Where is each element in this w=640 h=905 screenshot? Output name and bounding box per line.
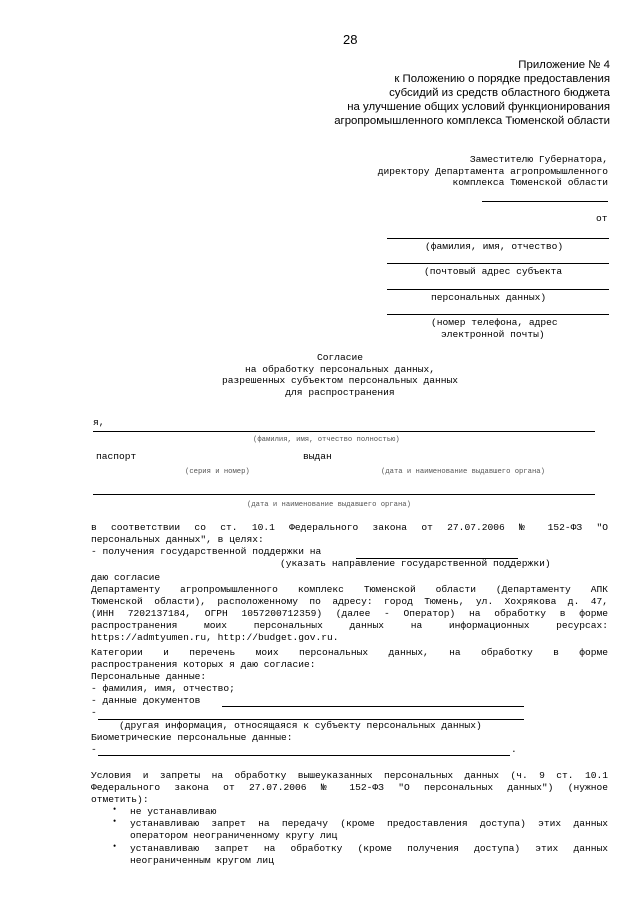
body-paragraph: в соответствии со ст. 10.1 Федерального закона от 27.07.2006 № 152-ФЗ "О xyxy=(91,522,608,533)
appendix-header xyxy=(334,58,610,128)
body-paragraph: Категории и перечень моих персональных данных, на обработку в форме xyxy=(91,647,608,658)
title-line: на обработку персональных данных, xyxy=(245,363,435,375)
support-purpose-hint: (указать направление государственной поддержки) xyxy=(280,558,551,569)
appendix-line: на улучшение общих условий функционирования xyxy=(347,101,610,113)
contact-hint: электронной почты) xyxy=(441,329,545,340)
body-paragraph: Биометрические персональные данные: xyxy=(91,732,293,743)
bullet-icon: • xyxy=(113,804,117,814)
issuer-field-line[interactable] xyxy=(93,494,595,495)
address-field-line-2[interactable] xyxy=(387,289,609,290)
biometric-end: . xyxy=(511,744,517,755)
option-label: не устанавливаю xyxy=(130,806,217,817)
bullet-icon: • xyxy=(113,816,117,826)
passport-label: паспорт xyxy=(96,451,137,462)
list-item: - xyxy=(91,744,97,755)
body-paragraph: отметить): xyxy=(91,794,149,805)
i-label: я, xyxy=(93,417,105,428)
body-paragraph: Тюменской области), расположенному по адресу: город Тюмень, ул. Хохрякова д. 47, xyxy=(91,596,608,607)
fio-full-field-line[interactable] xyxy=(93,431,595,432)
option-label: устанавливаю запрет на обработку (кроме получения доступа) этих данных xyxy=(130,843,608,854)
option-label: неограниченным кругом лиц xyxy=(130,855,274,866)
address-hint: (почтовый адрес субъекта xyxy=(424,266,563,277)
body-paragraph: распространения которых я даю согласие: xyxy=(91,659,316,670)
body-paragraph: (ИНН 7202137184, ОГРН 1057200712359) (далее - Оператор) на обработку в форме xyxy=(91,608,608,619)
option-label: оператором неограниченному кругу лиц xyxy=(130,830,338,841)
list-item: - xyxy=(91,707,97,718)
address-field-line[interactable] xyxy=(387,263,609,264)
contact-field-line[interactable] xyxy=(387,314,609,315)
contact-hint: (номер телефона, адрес xyxy=(431,317,558,328)
body-paragraph: Условия и запреты на обработку вышеуказанных персональных данных (ч. 9 ст. 10.1 xyxy=(91,770,608,781)
title-line: разрешенных субъектом персональных данных xyxy=(221,375,459,386)
fio-field-line[interactable] xyxy=(387,238,609,239)
documents-field-line[interactable] xyxy=(222,706,524,707)
addressee-line: комплекса Тюменской области xyxy=(452,177,608,188)
body-paragraph: Персональные данные: xyxy=(91,671,207,682)
addressee-line: директору Департамента агропромышленного xyxy=(377,165,608,177)
appendix-line: к Положению о порядке предоставления xyxy=(394,73,610,85)
page-number: 28 xyxy=(343,32,358,47)
from-label: от xyxy=(596,213,608,224)
bullet-icon: • xyxy=(113,841,117,851)
issuer-hint-2: (дата и наименование выдавшего органа) xyxy=(247,501,411,509)
issued-label: выдан xyxy=(303,451,332,462)
body-paragraph: https://admtyumen.ru, http://budget.gov.ru. xyxy=(91,632,339,643)
issuer-hint: (дата и наименование выдавшего органа) xyxy=(381,468,545,476)
series-hint: (серия и номер) xyxy=(185,468,250,476)
body-paragraph: распространения моих персональных данных на информационных ресурсах: xyxy=(91,620,608,631)
biometric-field-line[interactable] xyxy=(98,755,510,756)
addressee-line: Заместителю Губернатора, xyxy=(469,154,608,165)
address-hint: персональных данных) xyxy=(431,292,547,303)
appendix-line: субсидий из средств областного бюджета xyxy=(389,87,610,99)
support-purpose-label: - получения государственной поддержки на xyxy=(91,546,322,557)
body-paragraph: Федерального закона от 27.07.2006 № 152-ФЗ "О персональных данных") (нужное xyxy=(91,782,608,793)
fio-full-hint: (фамилия, имя, отчество полностью) xyxy=(253,436,400,444)
appendix-title: Приложение № 4 xyxy=(518,59,610,71)
addressee-block xyxy=(378,154,608,189)
body-paragraph: Департаменту агропромышленного комплекс Тюменской области (Департаменту АПК xyxy=(91,584,608,595)
list-item: - данные документов xyxy=(91,695,201,706)
fio-hint: (фамилия, имя, отчество) xyxy=(425,241,564,252)
document-title xyxy=(0,352,640,398)
title-line: Согласие xyxy=(316,352,364,363)
appendix-line: агропромышленного комплекса Тюменской области xyxy=(334,115,610,127)
title-line: для распространения xyxy=(285,386,395,398)
other-info-hint: (другая информация, относящаяся к субъекту персональных данных) xyxy=(119,720,482,731)
body-paragraph: даю согласие xyxy=(91,572,161,583)
list-item: - фамилия, имя, отчество; xyxy=(91,683,235,694)
option-label: устанавливаю запрет на передачу (кроме предоставления доступа) этих данных xyxy=(130,818,608,829)
addressee-underline xyxy=(482,201,608,202)
body-paragraph: персональных данных", в целях: xyxy=(91,534,264,545)
